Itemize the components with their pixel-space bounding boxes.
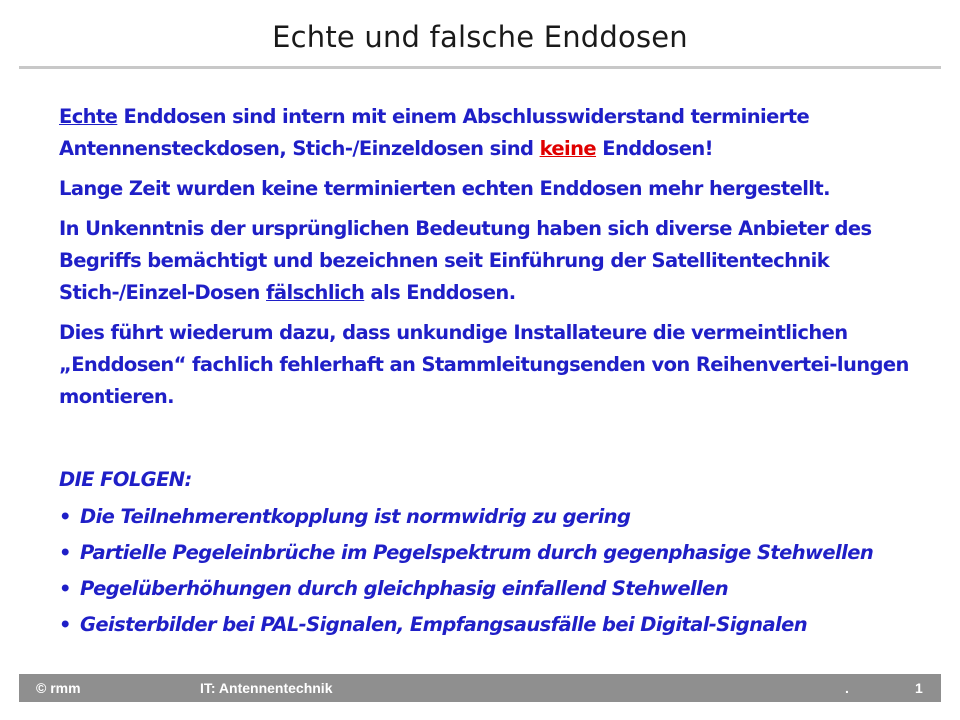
bullet-icon: • <box>59 613 71 636</box>
title-divider <box>19 66 941 69</box>
list-item <box>59 501 939 533</box>
paragraph-definition <box>59 101 939 165</box>
paragraph-misuse <box>59 213 939 309</box>
misuse-text-a: In Unkenntnis der ursprünglichen Bedeutung haben sich diverse Anbieter des Begriffs bemächtigt und bezeichnen seit Einführung der Satellitentechnik Stich-/Einzel-Dosen <box>59 217 872 304</box>
footer-copyright: © rmm <box>36 680 81 696</box>
footer-dot: . <box>845 680 849 696</box>
footer-course-title: IT: Antennentechnik <box>200 680 333 696</box>
slide-body <box>59 101 939 413</box>
paragraph-consequence: Dies führt wiederum dazu, dass unkundige Installateure die vermeintlichen „Enddosen“ fachlich fehlerhaft an Stammleitungsenden von Reihenvertei-lungen montieren. <box>59 321 909 408</box>
misuse-text-b: als Enddosen. <box>364 281 516 304</box>
keine-highlight: keine <box>539 137 597 160</box>
paragraph-history: Lange Zeit wurden keine terminierten echten Enddosen mehr hergestellt. <box>59 177 830 200</box>
list-item-text: Die Teilnehmerentkopplung ist normwidrig zu gering <box>80 505 631 528</box>
bullet-icon: • <box>59 577 71 600</box>
list-item-text: Partielle Pegeleinbrüche im Pegelspektrum durch gegenphasige Stehwellen <box>80 541 874 564</box>
consequences-heading: DIE FOLGEN: <box>59 468 192 491</box>
list-item <box>59 537 939 569</box>
bullet-icon: • <box>59 505 71 528</box>
bullet-icon: • <box>59 541 71 564</box>
page-number: 1 <box>915 680 923 696</box>
echte-underlined: Echte <box>59 105 118 128</box>
definition-text-b: Enddosen! <box>596 137 713 160</box>
list-item-text: Geisterbilder bei PAL-Signalen, Empfangsausfälle bei Digital-Signalen <box>80 613 807 636</box>
footer-bar <box>19 674 941 702</box>
slide-title: Echte und falsche Enddosen <box>272 20 688 54</box>
consequences-section <box>59 464 939 645</box>
definition-text-a: Enddosen sind intern mit einem Abschlusswiderstand terminierte Antennensteckdosen, Stich-/Einzeldosen sind <box>59 105 810 160</box>
list-item <box>59 609 939 641</box>
list-item-text: Pegelüberhöhungen durch gleichphasig einfallend Stehwellen <box>80 577 729 600</box>
list-item <box>59 573 939 605</box>
faelschlich-underlined: fälschlich <box>266 281 365 304</box>
